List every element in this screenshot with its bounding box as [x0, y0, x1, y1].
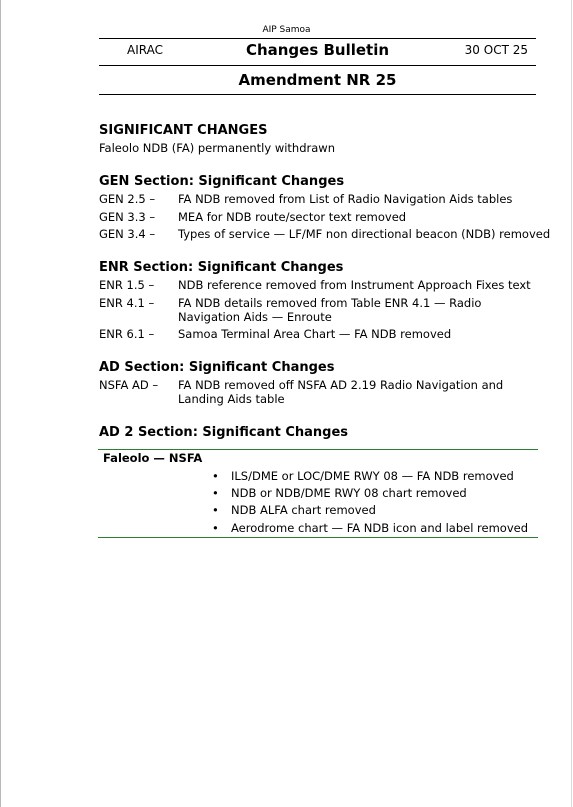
- gen-entry-ref: GEN 3.3 –: [99, 210, 156, 224]
- bullet: •: [212, 486, 219, 500]
- ad-section-heading: AD Section: Significant Changes: [99, 360, 335, 375]
- list-item: [212, 486, 467, 500]
- significant-changes-text: Faleolo NDB (FA) permanently withdrawn: [99, 141, 335, 155]
- gen-entry-ref: GEN 2.5 –: [99, 192, 156, 206]
- list-item-text: ILS/DME or LOC/DME RWY 08 — FA NDB removed: [231, 469, 514, 483]
- ad-entry-text: FA NDB removed off NSFA AD 2.19 Radio Navigation and Landing Aids table: [178, 378, 504, 406]
- enr-section-heading: ENR Section: Significant Changes: [99, 260, 344, 275]
- gen-entry-text: MEA for NDB route/sector text removed: [178, 210, 407, 224]
- header-middle-rule: [99, 65, 536, 66]
- bulletin-title: Changes Bulletin: [245, 41, 390, 59]
- list-item-text: NDB or NDB/DME RWY 08 chart removed: [231, 486, 467, 500]
- bullet: •: [212, 469, 219, 483]
- ad2-section-heading: AD 2 Section: Significant Changes: [99, 425, 349, 440]
- list-item: [212, 521, 528, 535]
- header-bottom-rule: [99, 94, 536, 95]
- running-header: AIP Samoa: [262, 25, 311, 35]
- header-top-rule: [99, 38, 536, 39]
- enr-entry-text: NDB reference removed from Instrument Approach Fixes text: [178, 278, 531, 292]
- ad-entry-ref: NSFA AD –: [99, 378, 159, 392]
- list-item-text: Aerodrome chart — FA NDB icon and label removed: [231, 521, 529, 535]
- significant-changes-heading: SIGNIFICANT CHANGES: [99, 123, 268, 138]
- ad2-table-bottom-rule: [98, 537, 538, 538]
- enr-entry-text: Samoa Terminal Area Chart — FA NDB removed: [178, 327, 452, 341]
- ad2-table-top-rule: [98, 449, 538, 450]
- gen-entry-text: Types of service — LF/MF non directional beacon (NDB) removed: [178, 227, 551, 241]
- bulletin-date: 30 OCT 25: [464, 43, 528, 57]
- page-left-edge: [0, 0, 1, 807]
- enr-entry-text: FA NDB details removed from Table ENR 4.1 — Radio Navigation Aids — Enroute: [178, 296, 482, 324]
- enr-entry-ref: ENR 4.1 –: [99, 296, 155, 310]
- gen-entry-ref: GEN 3.4 –: [99, 227, 156, 241]
- enr-entry-ref: ENR 6.1 –: [99, 327, 155, 341]
- enr-entry-ref: ENR 1.5 –: [99, 278, 155, 292]
- aerodrome-name: Faleolo — NSFA: [103, 451, 203, 465]
- amendment-title: Amendment NR 25: [238, 71, 397, 89]
- page-right-edge: [571, 0, 572, 807]
- gen-entry-text: FA NDB removed from List of Radio Navigation Aids tables: [178, 192, 513, 206]
- gen-section-heading: GEN Section: Significant Changes: [99, 174, 345, 189]
- list-item-text: NDB ALFA chart removed: [231, 503, 376, 517]
- list-item: [212, 503, 376, 517]
- list-item: [212, 469, 514, 483]
- bullet: •: [212, 503, 219, 517]
- bulletin-title-row: [99, 41, 536, 63]
- bullet: •: [212, 521, 219, 535]
- airac-label: AIRAC: [127, 43, 163, 57]
